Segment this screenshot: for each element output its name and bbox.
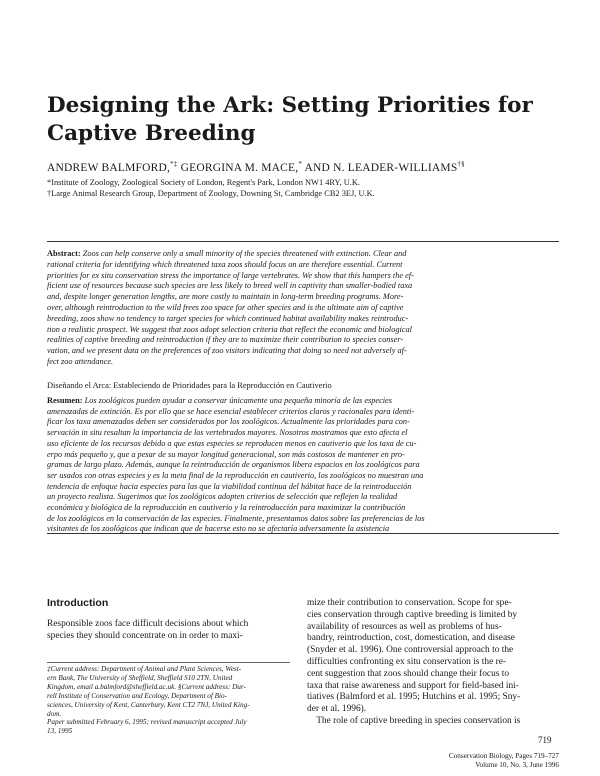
journal-citation (400, 752, 559, 770)
affiliations (47, 178, 567, 199)
body-line: difficulties confronting ex situ conservation is the re- (307, 656, 506, 667)
abstract-line: fect zoo attendance. (47, 356, 114, 366)
abstract-line: vation, and we present data on the preferences of zoo visitors indicating that doing so need not adversely af- (47, 346, 407, 356)
section-heading: Introduction (47, 597, 109, 609)
affiliation: *Institute of Zoology, Zoological Society of London, Regent's Park, London NW1 4RY, U.K. (47, 178, 360, 187)
journal-line: Conservation Biology, Pages 719–727 (448, 752, 559, 760)
abstract-line: ficient use of resources because such species are less likely to breed well in captivity than smaller-bodied taxa (47, 281, 413, 291)
abstract-line: and, despite longer generation lengths, are more costly to maintain in long-term breeding programs. More- (47, 292, 404, 302)
left-column (47, 619, 290, 643)
resumen-label: Resumen: (47, 396, 83, 405)
resumen-line: tendencia de enfoque hacia especies para las que la viabilidad continua del hábitat hace de la reintroducción (47, 481, 412, 491)
abstract-line: rational criteria for identifying which threatened taxa zoos should focus on are therefore essential. Current (47, 259, 403, 269)
page-number: 719 (538, 735, 552, 745)
body-line: (Snyder et al. 1996). One controversial approach to the (307, 645, 514, 656)
footnote-line: rell Institute of Conservation and Ecology, Department of Bio- (47, 691, 227, 700)
resumen-line: de los zoológicos en la conservación de las especies. Finalmente, presentamos datos sobre las preferencias de los (47, 513, 425, 523)
abstract-line: tion a realistic prospect. We suggest that zoos adopt selection criteria that reflect the economic and biological (47, 324, 412, 334)
footnote-line: ‡Current address: Department of Animal and Plant Sciences, West- (47, 665, 242, 673)
body-line: Responsible zoos face difficult decisions about which (47, 619, 249, 629)
body-line: cent suggestion that zoos should change their focus to (307, 668, 510, 679)
footnote-line: 13, 1995 (47, 727, 73, 736)
footnote-line: dom. (47, 709, 62, 718)
resumen-line: ser usados con otras especies y es la meta final de la reproducción en cautiverio, los zoológicos no muestran una (47, 470, 424, 480)
body-line: taxa that raise awareness and support for field-based ini- (307, 680, 519, 691)
author-mark: *‡ (170, 160, 178, 168)
journal-line: Volume 10, No. 3, June 1996 (475, 761, 559, 769)
resumen-line: uso eficiente de los recursos debido a que estas especies se reproducen menos en cautiverio que los taxa de cu- (47, 438, 417, 448)
abstract-line: Zoos can help conserve only a small minority of the species threatened with extinction. Clear and (80, 249, 407, 258)
author-name: ANDREW BALMFORD, (47, 161, 171, 174)
resumen-line: amenazadas de extinción. Es por ello que se hace esencial establecer criterios claros y racionales para identi- (47, 406, 415, 416)
title-line: Designing the Ark: Setting Priorities for (47, 93, 533, 118)
body-line: bandry, reintroduction, cost, domestication, and disease (307, 633, 515, 644)
footnote-line: Kingdom, email a.balmford@sheffield.ac.uk. §Current address: Dur- (47, 682, 246, 691)
abstract (47, 249, 559, 368)
body-line: species they should concentrate on in order to maxi- (47, 630, 243, 641)
resumen-line: Los zoológicos pueden ayudar a conservar únicamente una pequeña minoría de las especies (82, 396, 392, 405)
abstract-line: realities of captive breeding and reintroduction if they are to maximize their contribution to species conser- (47, 335, 404, 345)
author-mark: †§ (457, 160, 465, 168)
author-name: AND N. LEADER-WILLIAMS (302, 161, 458, 174)
resumen-line: erpo más pequeño y, que a pesar de su mayor longitud generacional, son más costosos de mantener en pro- (47, 449, 405, 459)
resumen-line: un proyecto realista. Sugerimos que los zoológicos adopten criterios de selección que reflejen la realidad (47, 492, 398, 502)
resumen-line: servación in situ resaltan la importancia de los vertebrados mayores. Nosotros mostramos que esto afecta el (47, 428, 408, 438)
footnote-divider (47, 662, 290, 663)
footnote-line: ern Bank, The University of Sheffield, Sheffield S10 2TN, United (47, 673, 233, 682)
footnote-line: Paper submitted February 6, 1995; revised manuscript accepted July (47, 718, 247, 727)
article-title (47, 92, 547, 148)
author-name: GEORGINA M. MACE, (177, 161, 299, 174)
resumen-line: visitantes de los zoológicos que indican que de hacerse esto no se afectaría adversamente la asistencia (47, 524, 390, 534)
footnotes (47, 665, 290, 736)
right-column (307, 598, 559, 728)
author-mark: * (298, 160, 303, 168)
abstract-line: breeding, zoos show no tendency to target species for which continued habitat availability makes reintroduc- (47, 313, 409, 323)
abstract-line: over, although reintroduction to the wild frees zoo space for other species and is the ultimate aim of captive (47, 302, 404, 312)
body-line: The role of captive breeding in species conservation is (307, 715, 521, 726)
resumen-line: económica y biológica de la reproducción en cautiverio y la reintroducción para maximizar la contribución (47, 503, 406, 513)
resumen-line: ficar los taxa amenazados deben ser considerados por los zoológicos. Actualmente las prioridades para con- (47, 417, 410, 427)
title-line: Captive Breeding (47, 121, 256, 146)
author-list (47, 160, 567, 174)
resumen-line: gramas de largo plazo. Además, aunque la reintroducción de organismos libera espacios en los zoológicos para (47, 460, 420, 470)
divider (47, 533, 559, 534)
divider (47, 241, 559, 242)
footnote-line: sciences, University of Kent, Canterbury, Kent CT2 7NJ, United King- (47, 700, 250, 709)
abstract-line: priorities for ex situ conservation stress the importance of large vertebrates. We show that this hampers the ef- (47, 270, 414, 280)
spanish-title: Diseñando el Arca: Estableciendo de Prioridades para la Reproducción en Cautiverio (47, 381, 332, 390)
resumen (47, 396, 559, 535)
affiliation: †Large Animal Research Group, Department of Zoology, Downing St, Cambridge CB2 3EJ, U.K. (47, 188, 375, 198)
body-line: cies conservation through captive breeding is limited by (307, 609, 518, 620)
body-line: mize their contribution to conservation. Scope for spe- (307, 598, 512, 608)
body-line: tiatives (Balmford et al. 1995; Hutchins et al. 1995; Sny- (307, 692, 521, 703)
body-line: der et al. 1996). (307, 704, 367, 715)
abstract-label: Abstract: (47, 249, 81, 258)
body-line: availability of resources as well as problems of hus- (307, 621, 502, 632)
